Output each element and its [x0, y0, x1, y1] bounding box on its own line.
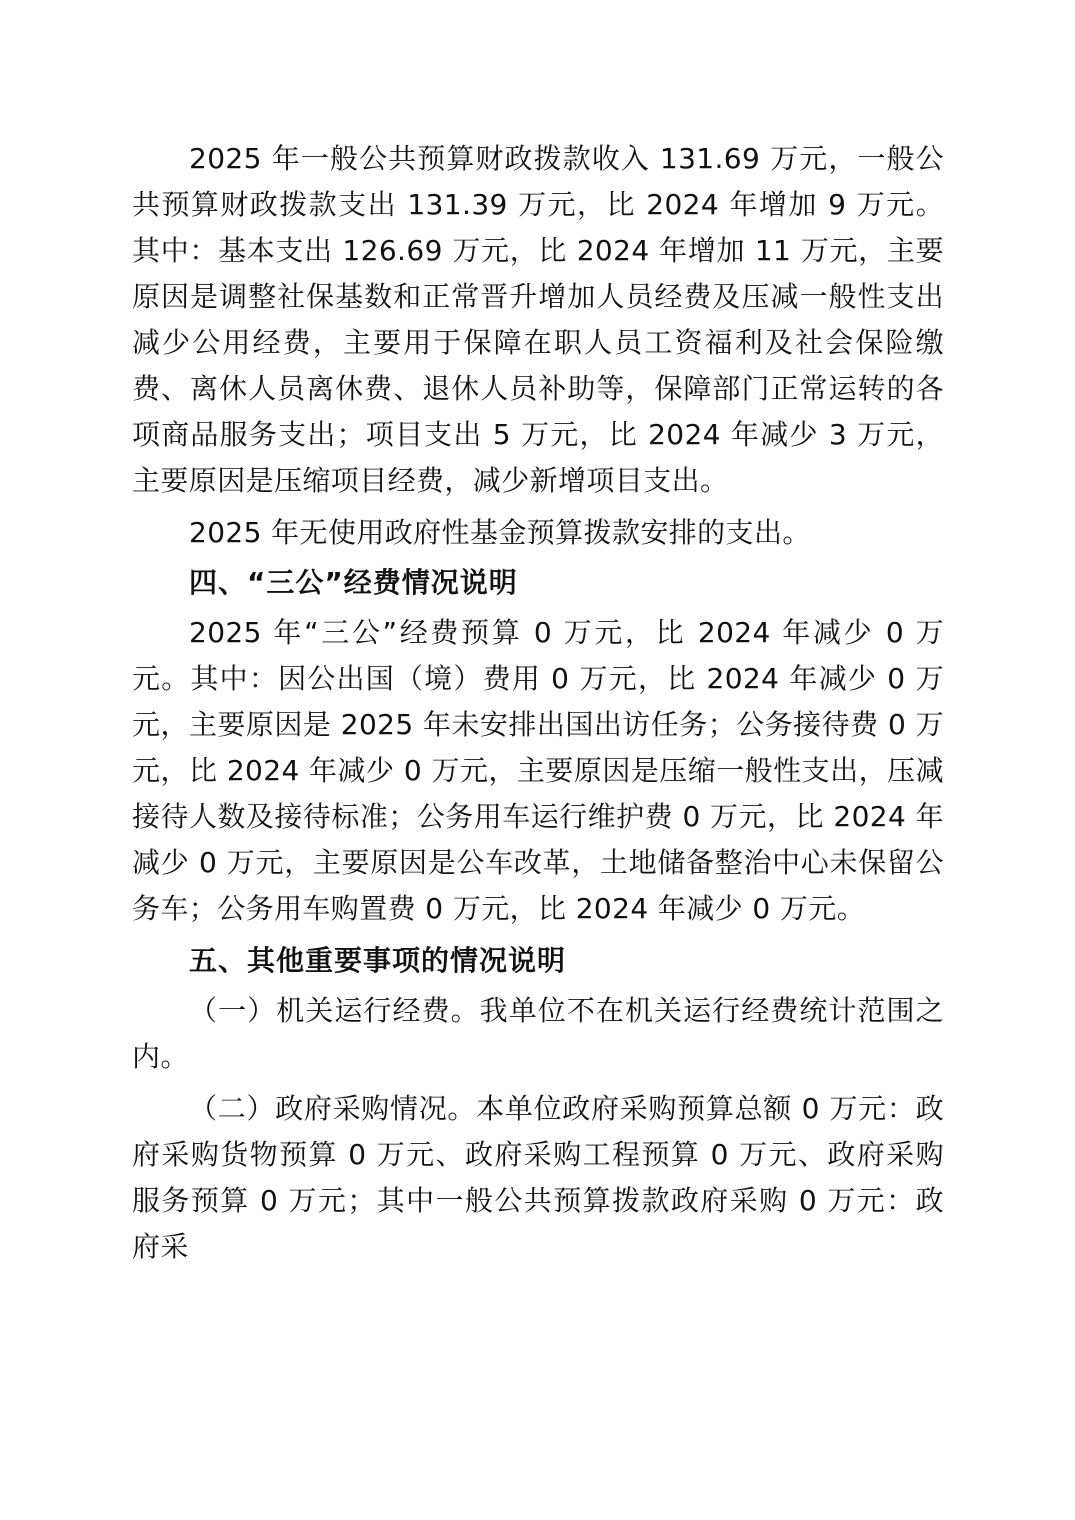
- paragraph-general-budget: 2025 年一般公共预算财政拨款收入 131.69 万元，一般公共预算财政拨款支出 131.39 万元，比 2024 年增加 9 万元。其中：基本支出 126.69 万元，比 2024 年增加 11 万元，主要原因是调整社保基数和正常晋升增加人员经费及压减一般性支出减少公用经费，主要用于保障在职人员工资福利及社会保险缴费、离休人员离休费、退休人员补助等，保障部门正常运转的各项商品服务支出；项目支出 5 万元，比 2024 年减少 3 万元，主要原因是压缩项目经费，减少新增项目支出。: [132, 142, 944, 497]
- paragraph-operating-expenses: （一）机关运行经费。我单位不在机关运行经费统计范围之内。: [132, 994, 944, 1073]
- paragraph-government-procurement: （二）政府采购情况。本单位政府采购预算总额 0 万元：政府采购货物预算 0 万元、政府采购工程预算 0 万元、政府采购服务预算 0 万元；其中一般公共预算拨款政府采购 0 万元：政府采: [132, 1092, 944, 1263]
- document-body: [132, 136, 944, 1274]
- paragraph-three-public-expenses: 2025 年“三公”经费预算 0 万元，比 2024 年减少 0 万元。其中：因公出国（境）费用 0 万元，比 2024 年减少 0 万元，主要原因是 2025 年未安排出国出访任务；公务接待费 0 万元，比 2024 年减少 0 万元，主要原因是压缩一般性支出，压减接待人数及接待标准；公务用车运行维护费 0 万元，比 2024 年减少 0 万元，主要原因是公车改革，土地储备整治中心未保留公务车；公务用车购置费 0 万元，比 2024 年减少 0 万元。: [132, 616, 944, 925]
- paragraph-government-fund: 2025 年无使用政府性基金预算拨款安排的支出。: [189, 516, 811, 549]
- section-heading-other-matters: 五、其他重要事项的情况说明: [189, 944, 567, 977]
- section-heading-three-public: 四、“三公”经费情况说明: [189, 566, 518, 599]
